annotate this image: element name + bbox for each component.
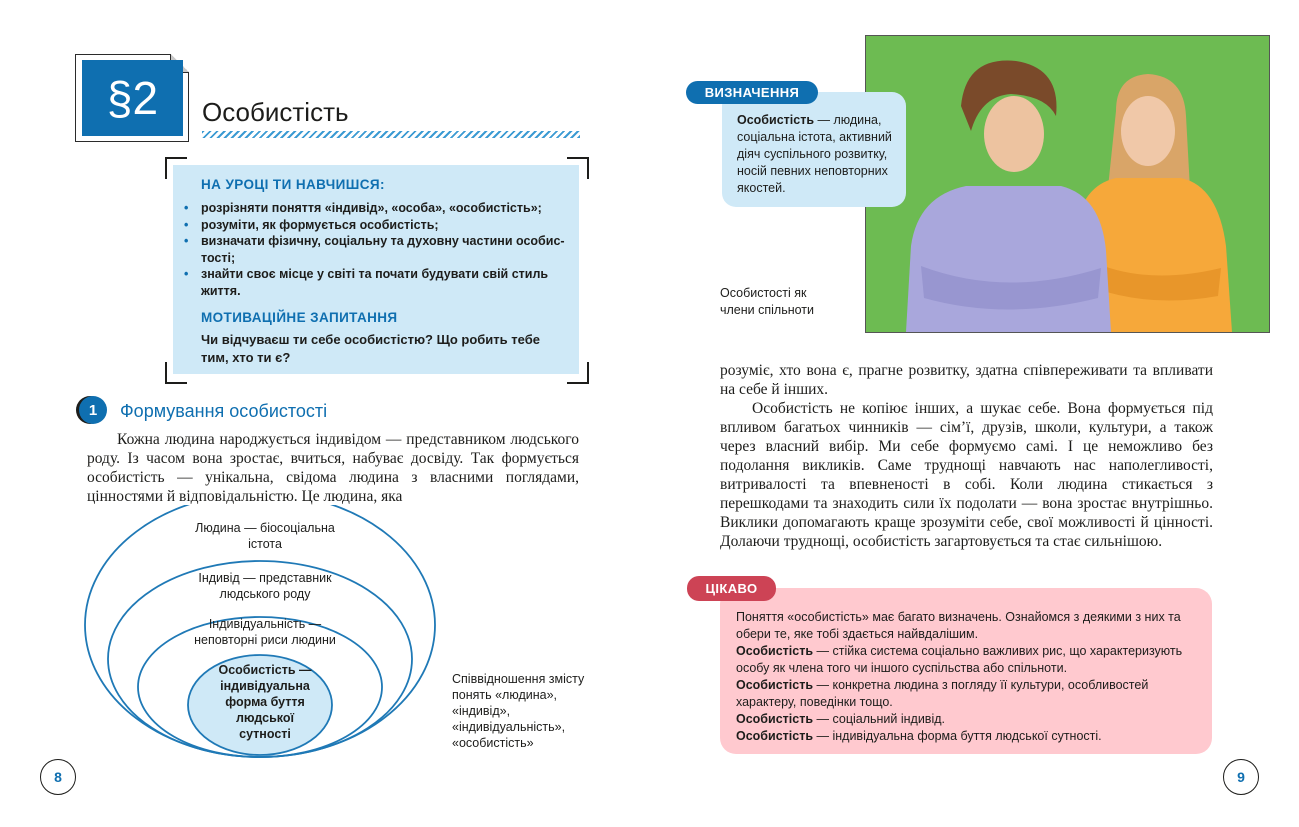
ellipse-label-individuality: Індивідуальність — неповторні риси людини — [194, 617, 336, 647]
objectives-list — [183, 200, 568, 299]
boy-sweater — [906, 186, 1111, 332]
section-number: 1 — [79, 396, 107, 424]
objective-item: • визначати фізичну, соціальну та духовну частини особистості; — [183, 233, 568, 266]
fact-tag: ЦІКАВО — [687, 576, 776, 601]
fact-definition — [736, 728, 1201, 745]
boy-face — [984, 96, 1044, 172]
definition-tag: ВИЗНАЧЕННЯ — [686, 81, 818, 104]
fact-def-text: — соціальний індивід. — [813, 712, 945, 726]
page-number-right: 9 — [1223, 759, 1259, 795]
definition-text — [737, 112, 897, 197]
fact-text — [736, 609, 1201, 745]
motivation-heading: МОТИВАЦІЙНЕ ЗАПИТАННЯ — [201, 310, 398, 325]
fact-definition — [736, 711, 1201, 728]
fact-term: Особистість — [736, 678, 814, 692]
definition-term: Особистість — [737, 113, 815, 127]
photo-caption: Особистості як члени спільноти — [720, 286, 815, 317]
teens-illustration — [866, 36, 1269, 332]
paragraph-badge: §2 — [82, 60, 183, 136]
section-title: Формування особистості — [120, 401, 328, 421]
girl-face — [1121, 96, 1175, 166]
objective-item: • розрізняти поняття «індивід», «особа», «особистість»; — [183, 200, 568, 217]
ellipse-label-personality: Особистість — індивідуальна форма буття людської сутності — [218, 663, 312, 741]
fact-definition — [736, 677, 1201, 711]
objective-item: • знайти своє місце у світі та почати будувати свій стиль життя. — [183, 266, 568, 299]
left-body-text — [87, 430, 579, 506]
definition-box — [722, 92, 906, 207]
fact-def-text: — стійка система соціально важливих рис, що характеризують особу як члена того чи іншого суспільства або спільноти. — [736, 644, 1183, 675]
ellipse-label-human: Людина — біосоціальна істота — [195, 521, 335, 551]
objective-item: • розуміти, як формується особистість; — [183, 217, 568, 234]
definition-body: — людина, соціальна істота, активний діяч суспільного розвитку, носій певних неповторних якостей. — [737, 113, 892, 195]
fact-term: Особистість — [736, 729, 814, 743]
body-paragraph: розуміє, хто вона є, прагне розвитку, здатна співпереживати та впливати на себе й інших. — [720, 362, 1213, 398]
objectives-box — [173, 165, 579, 374]
page-title: Особистість — [202, 97, 349, 127]
body-paragraph: Кожна людина народжується індивідом — представником людського роду. Із часом вона зростає, вчиться, набуває досвіду. Так формується особистість — унікальна, свідома людина з власними поглядами, цінностями й відповідальністю. Це людина, яка — [87, 431, 579, 505]
diagram-caption: Співвідношення змісту понять «людина», «індивід», «індивідуальність», «особистість» — [452, 672, 585, 750]
motivation-question: Чи відчуваєш ти себе особистістю? Що робить тебе тим, хто ти є? — [201, 332, 540, 365]
right-body-text — [720, 361, 1213, 551]
teens-photo — [865, 35, 1270, 333]
fact-intro: Поняття «особистість» має багато визначень. Ознайомся з деякими з них та обери те, яке тобі здається найвдалішим. — [736, 610, 1181, 641]
body-paragraph: Особистість не копіює інших, а шукає себе. Вона формується під впливом багатьох чинників — сім’ї, друзів, школи, культури, а також через власний вибір. Ми себе формуємо самі. І це неможливо без подолання викликів. Саме труднощі навчають нас наполегливості, витривалості та впевненості в собі. Коли людина стикається з перешкодами та знаходить сили їх подолати — вона зростає внутрішньо. Виклики допомагають краще зрозуміти себе, свої можливості й цінності. Долаючи труднощі, особистість загартовується та стає сильнішою. — [720, 400, 1213, 550]
fact-term: Особистість — [736, 712, 814, 726]
fact-def-text: — конкретна людина з погляду її культури, особливостей характеру, поведінки тощо. — [736, 678, 1149, 709]
fact-term: Особистість — [736, 644, 814, 658]
fact-def-text: — індивідуальна форма буття людської сутності. — [813, 729, 1102, 743]
objectives-heading: НА УРОЦІ ТИ НАВЧИШСЯ: — [201, 177, 385, 192]
fact-definition — [736, 643, 1201, 677]
fact-box — [720, 588, 1212, 754]
ellipse-label-individual: Індивід — представник людського роду — [198, 571, 332, 601]
title-underline — [202, 131, 580, 138]
page-number-left: 8 — [40, 759, 76, 795]
